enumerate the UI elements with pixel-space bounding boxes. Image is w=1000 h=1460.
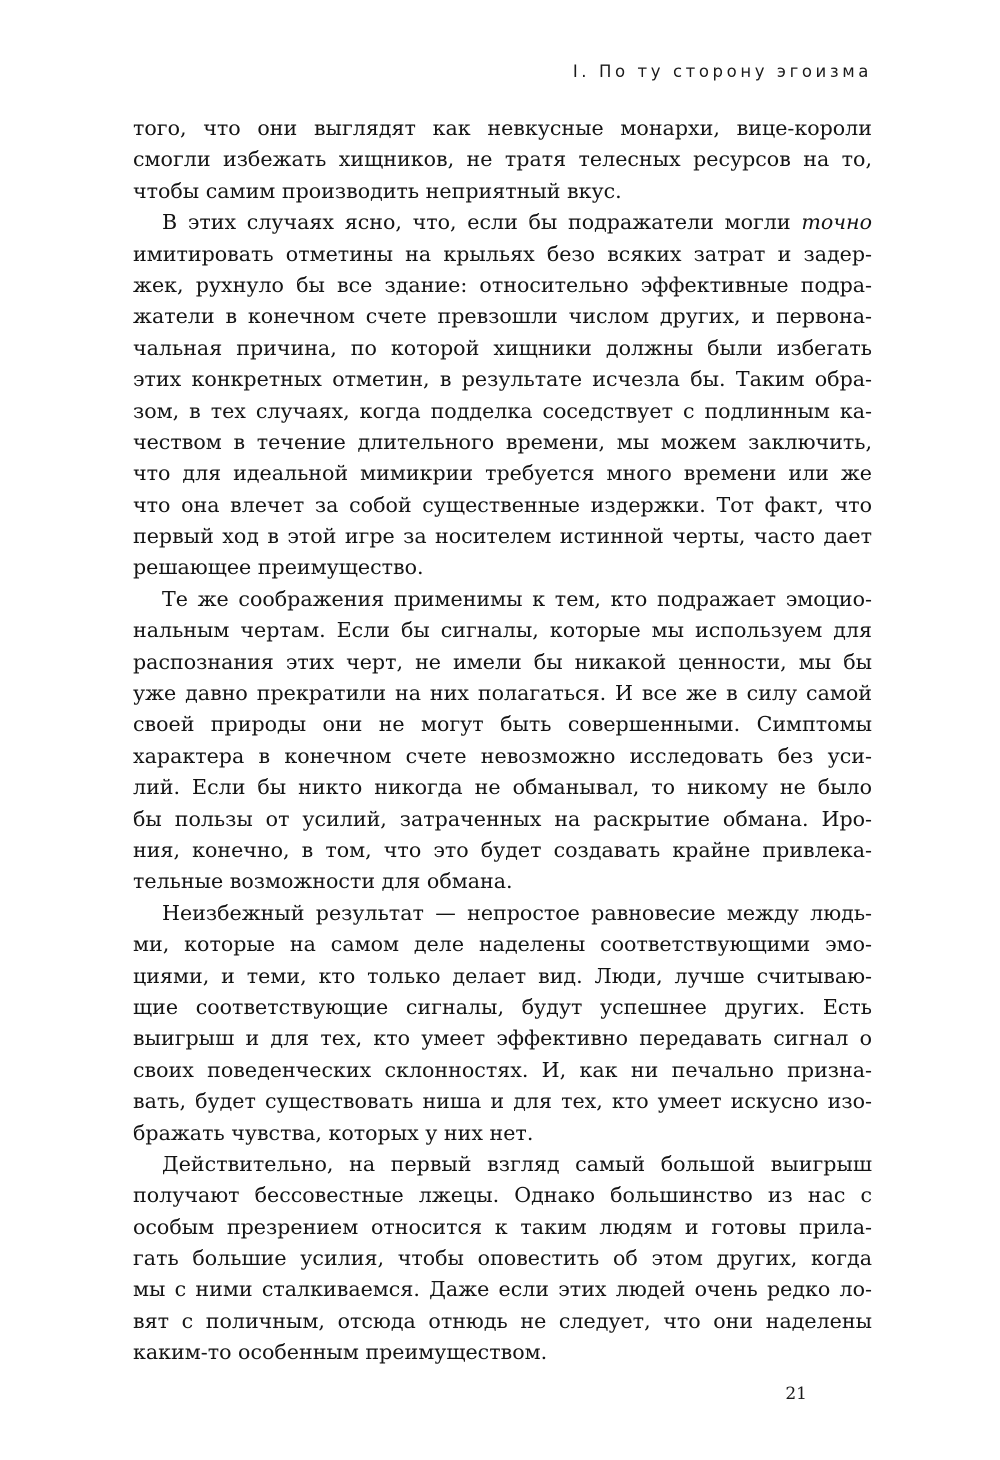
text-line: чальная причина, по которой хищники должны были избегать: [133, 335, 872, 360]
text-line: решающее преимущество.: [133, 555, 424, 580]
text-line: Неизбежный результат — непростое равновесие между людь-: [162, 900, 872, 925]
text-line: Действительно, на первый взгляд самый большой выигрыш: [162, 1151, 872, 1176]
text-line: каким-то особенным преимуществом.: [133, 1340, 548, 1365]
text-line: нальным чертам. Если бы сигналы, которые мы используем для: [133, 618, 872, 643]
text-line: выигрыш и для тех, кто умеет эффективно передавать сигнал о: [133, 1026, 872, 1051]
running-head: I. По ту сторону эгоизма: [572, 62, 872, 81]
paragraph-2: [133, 207, 872, 584]
text-line: ния, конечно, в том, что это будет создавать крайне привлека-: [133, 837, 872, 862]
text-line: имитировать отметины на крыльях безо всяких затрат и задер-: [133, 241, 872, 266]
paragraph-4: [133, 898, 872, 1149]
text-line: распознания этих черт, не имели бы никакой ценности, мы бы: [133, 649, 872, 674]
text-line: своей природы они не могут быть совершенными. Симптомы: [133, 712, 872, 737]
text-line: этих конкретных отметин, в результате исчезла бы. Таким обра-: [133, 367, 872, 392]
text-line: чеством в течение длительного времени, мы можем заключить,: [133, 429, 872, 454]
text-line: щие соответствующие сигналы, будут успешнее других. Есть: [133, 994, 872, 1019]
text-line: зом, в тех случаях, когда подделка соседствует с подлинным ка-: [133, 398, 872, 423]
body-text: [133, 113, 872, 1369]
text-line: мы с ними сталкиваемся. Даже если этих людей очень редко ло-: [133, 1277, 872, 1302]
text-line: того, что они выглядят как невкусные монархи, вице-короли: [133, 116, 872, 140]
text-line: чтобы самим производить неприятный вкус.: [133, 178, 622, 203]
text-line: вать, будет существовать ниша и для тех, кто умеет искусно изо-: [133, 1089, 872, 1114]
text-line: [133, 207, 872, 238]
emphasis-word: точно: [801, 210, 872, 235]
text-line: что для идеальной мимикрии требуется много времени или же: [133, 461, 872, 486]
text-line: жек, рухнуло бы все здание: относительно эффективные подра-: [133, 272, 872, 297]
text-line: смогли избежать хищников, не тратя телесных ресурсов на то,: [133, 147, 872, 172]
text-line: своих поведенческих склонностях. И, как ни печально призна-: [133, 1057, 872, 1082]
text-line: характера в конечном счете невозможно исследовать без уси-: [133, 743, 872, 768]
text-line: ми, которые на самом деле наделены соответствующими эмо-: [133, 932, 872, 957]
text-line: бы пользы от усилий, затраченных на раскрытие обмана. Иро-: [133, 806, 872, 831]
text-segment: В этих случаях ясно, что, если бы подражатели могли: [162, 210, 791, 235]
text-line: первый ход в этой игре за носителем истинной черты, часто дает: [133, 524, 872, 549]
text-line: лий. Если бы никто никогда не обманывал, то никому не было: [133, 775, 872, 800]
text-line: бражать чувства, которых у них нет.: [133, 1120, 534, 1145]
text-line: уже давно прекратили на них полагаться. И все же в силу самой: [133, 681, 872, 706]
text-line: особым презрением относится к таким людям и готовы прила-: [133, 1214, 872, 1239]
text-line: вят с поличным, отсюда отнюдь не следует, что они наделены: [133, 1308, 872, 1333]
page-number: 21: [785, 1384, 807, 1404]
text-line: что она влечет за собой существенные издержки. Тот факт, что: [133, 492, 872, 517]
text-line: гать большие усилия, чтобы оповестить об этом других, когда: [133, 1246, 872, 1271]
paragraph-3: [133, 584, 872, 898]
paragraph-1: [133, 113, 872, 207]
text-line: тельные возможности для обмана.: [133, 869, 513, 894]
text-line: получают бессовестные лжецы. Однако большинство из нас с: [133, 1183, 872, 1208]
text-line: Те же соображения применимы к тем, кто подражает эмоцио-: [162, 586, 872, 611]
text-line: циями, и теми, кто только делает вид. Люди, лучше считываю-: [133, 963, 872, 988]
paragraph-5: [133, 1149, 872, 1369]
text-line: жатели в конечном счете превзошли числом других, и первона-: [133, 304, 872, 329]
